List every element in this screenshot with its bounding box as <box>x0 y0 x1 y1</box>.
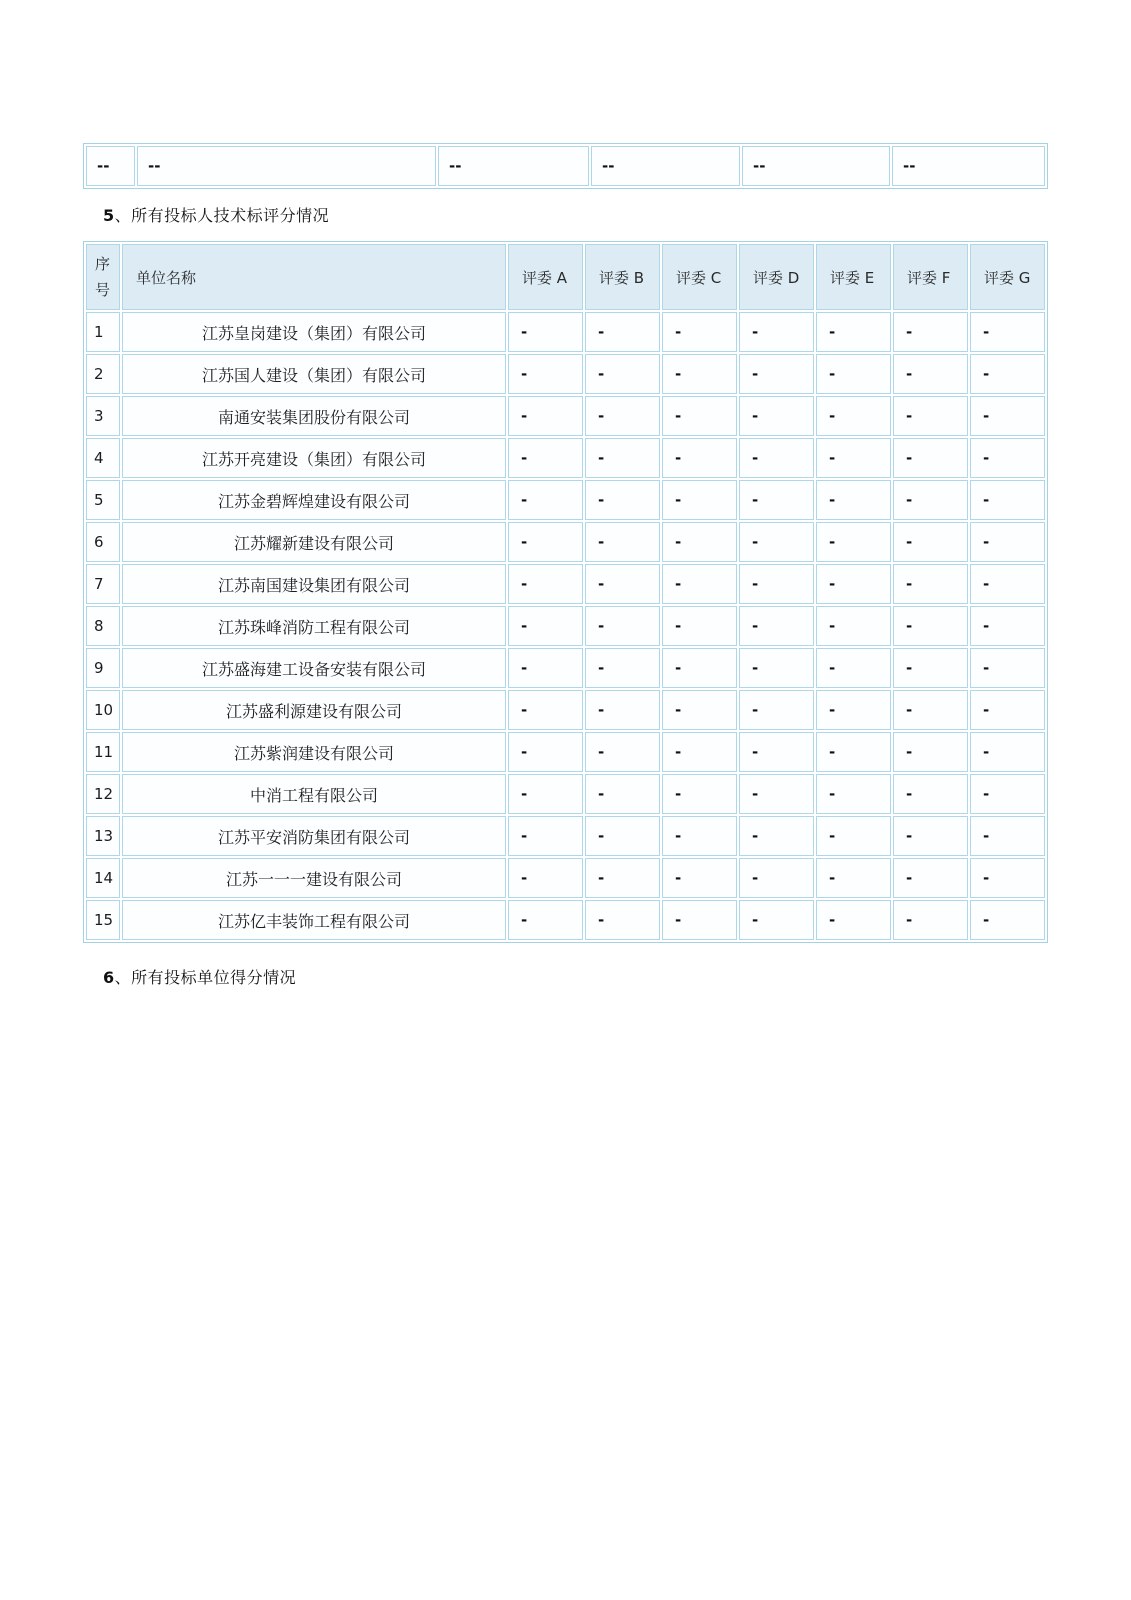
row-judge-score: - <box>816 858 891 898</box>
row-judge-score: - <box>893 900 968 940</box>
row-seq: 2 <box>86 354 120 394</box>
row-judge-score: - <box>585 606 660 646</box>
row-judge-score: - <box>739 480 814 520</box>
row-seq: 7 <box>86 564 120 604</box>
continuation-table <box>83 143 1048 189</box>
row-judge-score: - <box>970 606 1045 646</box>
row-judge-score: - <box>816 522 891 562</box>
row-judge-score: - <box>585 858 660 898</box>
row-judge-score: - <box>893 564 968 604</box>
row-judge-score: - <box>739 438 814 478</box>
row-judge-score: - <box>739 900 814 940</box>
row-judge-score: - <box>893 480 968 520</box>
row-judge-score: - <box>816 900 891 940</box>
section-6-separator: 、 <box>114 968 132 987</box>
row-judge-score: - <box>739 858 814 898</box>
row-judge-score: - <box>970 816 1045 856</box>
column-header-company: 单位名称 <box>122 244 506 310</box>
row-judge-score: - <box>662 606 737 646</box>
column-header-judge: 评委 F <box>893 244 968 310</box>
seq-header-line2: 号 <box>95 281 111 299</box>
row-judge-score: - <box>739 816 814 856</box>
row-judge-score: - <box>662 312 737 352</box>
row-judge-score: - <box>508 522 583 562</box>
row-seq: 10 <box>86 690 120 730</box>
table-row <box>86 732 1045 772</box>
row-company-name: 江苏皇岗建设（集团）有限公司 <box>122 312 506 352</box>
row-company-name: 江苏国人建设（集团）有限公司 <box>122 354 506 394</box>
row-judge-score: - <box>662 480 737 520</box>
row-judge-score: - <box>662 522 737 562</box>
row-judge-score: - <box>662 858 737 898</box>
row-judge-score: - <box>662 732 737 772</box>
section-6-heading <box>103 967 1046 989</box>
column-header-judge: 评委 C <box>662 244 737 310</box>
row-judge-score: - <box>893 732 968 772</box>
row-judge-score: - <box>508 774 583 814</box>
row-company-name: 江苏南国建设集团有限公司 <box>122 564 506 604</box>
row-seq: 11 <box>86 732 120 772</box>
continuation-cell: -- <box>742 146 890 186</box>
column-header-judge: 评委 A <box>508 244 583 310</box>
row-judge-score: - <box>816 648 891 688</box>
row-seq: 5 <box>86 480 120 520</box>
row-judge-score: - <box>739 606 814 646</box>
row-seq: 13 <box>86 816 120 856</box>
score-table-header-row <box>86 244 1045 310</box>
section-6-number: 6 <box>103 968 115 987</box>
row-judge-score: - <box>816 480 891 520</box>
page-content <box>83 143 1046 1003</box>
section-6-title: 所有投标单位得分情况 <box>131 968 297 987</box>
row-judge-score: - <box>662 438 737 478</box>
row-seq: 1 <box>86 312 120 352</box>
row-seq: 15 <box>86 900 120 940</box>
row-judge-score: - <box>739 522 814 562</box>
continuation-cell: -- <box>137 146 436 186</box>
section-5-separator: 、 <box>114 206 132 225</box>
row-judge-score: - <box>508 690 583 730</box>
row-judge-score: - <box>893 522 968 562</box>
row-judge-score: - <box>970 648 1045 688</box>
table-row <box>86 774 1045 814</box>
row-company-name: 中消工程有限公司 <box>122 774 506 814</box>
row-judge-score: - <box>508 354 583 394</box>
row-judge-score: - <box>508 564 583 604</box>
row-judge-score: - <box>585 732 660 772</box>
row-judge-score: - <box>893 858 968 898</box>
row-judge-score: - <box>816 312 891 352</box>
row-judge-score: - <box>585 648 660 688</box>
row-judge-score: - <box>508 858 583 898</box>
row-judge-score: - <box>893 312 968 352</box>
column-header-judge: 评委 E <box>816 244 891 310</box>
row-judge-score: - <box>970 858 1045 898</box>
row-judge-score: - <box>816 732 891 772</box>
row-judge-score: - <box>585 312 660 352</box>
row-company-name: 江苏金碧辉煌建设有限公司 <box>122 480 506 520</box>
continuation-cell: -- <box>438 146 589 186</box>
row-judge-score: - <box>508 480 583 520</box>
row-judge-score: - <box>585 522 660 562</box>
row-judge-score: - <box>585 480 660 520</box>
row-judge-score: - <box>739 690 814 730</box>
row-judge-score: - <box>508 606 583 646</box>
row-judge-score: - <box>816 396 891 436</box>
row-judge-score: - <box>508 438 583 478</box>
table-row <box>86 564 1045 604</box>
row-judge-score: - <box>585 690 660 730</box>
row-judge-score: - <box>970 438 1045 478</box>
row-judge-score: - <box>816 606 891 646</box>
row-judge-score: - <box>739 354 814 394</box>
row-judge-score: - <box>662 396 737 436</box>
row-judge-score: - <box>970 522 1045 562</box>
continuation-cell: -- <box>591 146 740 186</box>
row-company-name: 江苏珠峰消防工程有限公司 <box>122 606 506 646</box>
row-judge-score: - <box>508 732 583 772</box>
row-judge-score: - <box>585 396 660 436</box>
column-header-judge: 评委 D <box>739 244 814 310</box>
table-row <box>86 438 1045 478</box>
row-judge-score: - <box>585 354 660 394</box>
technical-score-table <box>83 241 1048 943</box>
table-row <box>86 816 1045 856</box>
row-judge-score: - <box>816 690 891 730</box>
row-judge-score: - <box>585 816 660 856</box>
table-row <box>86 480 1045 520</box>
row-judge-score: - <box>662 900 737 940</box>
row-seq: 12 <box>86 774 120 814</box>
row-judge-score: - <box>739 774 814 814</box>
row-seq: 14 <box>86 858 120 898</box>
row-judge-score: - <box>585 564 660 604</box>
row-company-name: 江苏亿丰装饰工程有限公司 <box>122 900 506 940</box>
row-company-name: 江苏耀新建设有限公司 <box>122 522 506 562</box>
continuation-cell: -- <box>892 146 1045 186</box>
row-judge-score: - <box>508 900 583 940</box>
row-seq: 4 <box>86 438 120 478</box>
table-row <box>86 648 1045 688</box>
table-row <box>86 900 1045 940</box>
column-header-seq <box>86 244 120 310</box>
row-judge-score: - <box>893 690 968 730</box>
continuation-row <box>86 146 1045 186</box>
seq-header-line1: 序 <box>95 254 111 273</box>
row-judge-score: - <box>508 396 583 436</box>
row-judge-score: - <box>893 438 968 478</box>
row-judge-score: - <box>585 438 660 478</box>
row-judge-score: - <box>893 648 968 688</box>
row-company-name: 江苏平安消防集团有限公司 <box>122 816 506 856</box>
row-judge-score: - <box>970 312 1045 352</box>
table-row <box>86 522 1045 562</box>
row-judge-score: - <box>893 774 968 814</box>
row-company-name: 江苏紫润建设有限公司 <box>122 732 506 772</box>
row-judge-score: - <box>662 564 737 604</box>
row-judge-score: - <box>970 354 1045 394</box>
row-company-name: 江苏盛利源建设有限公司 <box>122 690 506 730</box>
row-judge-score: - <box>816 564 891 604</box>
row-judge-score: - <box>816 438 891 478</box>
row-judge-score: - <box>970 396 1045 436</box>
row-seq: 3 <box>86 396 120 436</box>
row-judge-score: - <box>739 396 814 436</box>
row-judge-score: - <box>893 396 968 436</box>
section-5-heading <box>103 205 1046 227</box>
column-header-judge: 评委 B <box>585 244 660 310</box>
row-judge-score: - <box>893 816 968 856</box>
row-company-name: 江苏一一一建设有限公司 <box>122 858 506 898</box>
row-judge-score: - <box>662 816 737 856</box>
row-judge-score: - <box>816 354 891 394</box>
row-judge-score: - <box>816 816 891 856</box>
row-judge-score: - <box>508 312 583 352</box>
row-judge-score: - <box>893 354 968 394</box>
row-judge-score: - <box>739 564 814 604</box>
section-5-title: 所有投标人技术标评分情况 <box>131 206 330 225</box>
row-judge-score: - <box>739 648 814 688</box>
row-judge-score: - <box>970 690 1045 730</box>
continuation-cell: -- <box>86 146 135 186</box>
table-row <box>86 396 1045 436</box>
row-judge-score: - <box>739 312 814 352</box>
table-row <box>86 606 1045 646</box>
row-company-name: 江苏开亮建设（集团）有限公司 <box>122 438 506 478</box>
row-judge-score: - <box>893 606 968 646</box>
row-judge-score: - <box>970 732 1045 772</box>
row-judge-score: - <box>970 900 1045 940</box>
row-judge-score: - <box>662 354 737 394</box>
row-judge-score: - <box>662 774 737 814</box>
row-company-name: 江苏盛海建工设备安装有限公司 <box>122 648 506 688</box>
row-company-name: 南通安装集团股份有限公司 <box>122 396 506 436</box>
row-seq: 9 <box>86 648 120 688</box>
row-judge-score: - <box>970 774 1045 814</box>
row-judge-score: - <box>585 900 660 940</box>
table-row <box>86 354 1045 394</box>
row-judge-score: - <box>816 774 891 814</box>
score-table-body <box>86 312 1045 940</box>
row-judge-score: - <box>662 690 737 730</box>
table-row <box>86 858 1045 898</box>
row-judge-score: - <box>970 564 1045 604</box>
row-judge-score: - <box>508 816 583 856</box>
row-judge-score: - <box>970 480 1045 520</box>
row-judge-score: - <box>739 732 814 772</box>
row-seq: 6 <box>86 522 120 562</box>
row-judge-score: - <box>662 648 737 688</box>
column-header-judge: 评委 G <box>970 244 1045 310</box>
row-judge-score: - <box>508 648 583 688</box>
section-5-number: 5 <box>103 206 115 225</box>
table-row <box>86 312 1045 352</box>
row-seq: 8 <box>86 606 120 646</box>
row-judge-score: - <box>585 774 660 814</box>
table-row <box>86 690 1045 730</box>
